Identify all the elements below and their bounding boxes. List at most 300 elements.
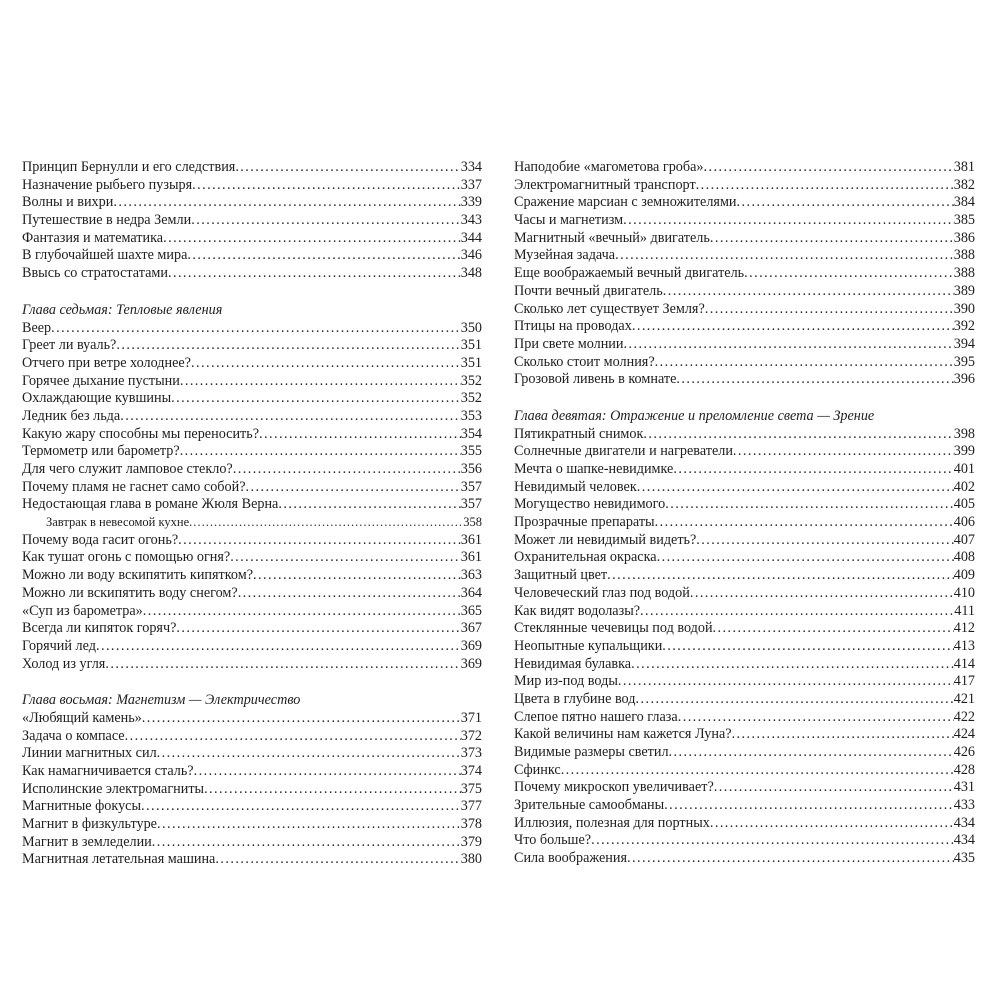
page-number: 424	[953, 726, 975, 743]
entry-title: Какой величины нам кажется Луна?	[514, 726, 732, 743]
toc-entry	[22, 549, 482, 567]
dot-leader	[180, 443, 461, 461]
entry-title: «Любящий камень»	[22, 709, 142, 726]
entry-title: Еще воображаемый вечный двигатель	[514, 265, 745, 282]
toc-entry	[514, 354, 975, 372]
dot-leader	[704, 159, 954, 177]
page-number: 371	[460, 709, 482, 726]
page-number: 396	[953, 371, 975, 388]
toc-subentry	[22, 514, 482, 532]
dot-leader	[705, 301, 954, 319]
page-number: 369	[460, 655, 482, 672]
dot-leader	[238, 585, 461, 603]
entry-title: Веер	[22, 319, 52, 336]
dot-leader	[655, 354, 954, 372]
entry-title: Часы и магнетизм	[514, 212, 624, 229]
entry-title: Всегда ли кипяток горяч?	[22, 620, 177, 637]
toc-entry	[22, 745, 482, 763]
entry-title: Человеческий глаз под водой	[514, 584, 690, 601]
toc-entry	[22, 496, 482, 514]
entry-title: Термометр или барометр?	[22, 443, 180, 460]
entry-title: Для чего служит ламповое стекло?	[22, 461, 233, 477]
toc-entry	[22, 656, 482, 674]
entry-title: Прозрачные препараты	[514, 514, 655, 531]
entry-title: Слепое пятно нашего глаза	[514, 708, 678, 725]
entry-title: Сколько лет существует Земля?	[514, 300, 705, 317]
entry-title: Линии магнитных сил	[22, 745, 157, 762]
entry-title: Магнит в земледелии	[22, 833, 152, 850]
toc-entry	[22, 834, 482, 852]
toc-entry	[514, 461, 975, 479]
toc-entry	[22, 408, 482, 426]
toc-entry	[514, 479, 975, 497]
page-number: 380	[460, 851, 482, 868]
dot-leader	[125, 728, 461, 746]
dot-leader	[96, 638, 461, 656]
toc-entry	[514, 265, 975, 283]
toc-entry	[22, 532, 482, 550]
dot-leader	[607, 567, 954, 585]
dot-leader	[713, 620, 954, 638]
dot-leader	[643, 426, 953, 444]
page-number: 392	[953, 318, 975, 335]
toc-entry	[22, 247, 482, 265]
dot-leader	[215, 851, 460, 869]
entry-title: Какую жару способны мы переносить?	[22, 425, 260, 442]
entry-title: Холод из угля	[22, 655, 106, 672]
page-number: 394	[953, 335, 975, 352]
toc-entry	[514, 549, 975, 567]
toc-entry	[514, 797, 975, 815]
dot-leader	[710, 815, 954, 833]
page-number: 353	[460, 407, 482, 424]
page-number: 361	[460, 549, 482, 566]
toc-entry	[22, 212, 482, 230]
toc-entry	[22, 320, 482, 338]
toc-entry	[514, 283, 975, 301]
dot-leader	[637, 479, 954, 497]
page-number: 343	[460, 212, 482, 229]
page-number: 384	[953, 194, 975, 211]
entry-title: Грозовой ливень в комнате	[514, 371, 677, 388]
dot-leader	[732, 726, 954, 744]
toc-entry	[514, 779, 975, 797]
chapter-heading: Глава девятая: Отражение и преломление света — Зрение	[514, 407, 875, 424]
page-number: 351	[460, 354, 482, 371]
page-number: 377	[460, 798, 482, 815]
page-number: 434	[953, 814, 975, 831]
dot-leader	[230, 549, 461, 567]
page-number: 399	[953, 443, 975, 460]
page-number: 339	[460, 194, 482, 211]
dot-leader	[623, 212, 954, 230]
page-number: 375	[460, 780, 482, 797]
page-number: 409	[953, 567, 975, 584]
dot-leader	[618, 673, 954, 691]
entry-title: Почему вода гасит огонь?	[22, 531, 179, 548]
entry-title: Могущество невидимого	[514, 496, 666, 513]
toc-entry	[22, 763, 482, 781]
page-number: 356	[460, 461, 482, 477]
page-number: 337	[460, 176, 482, 193]
dot-leader	[180, 373, 461, 391]
toc-entry	[22, 159, 482, 177]
entry-title: Почему пламя не гаснет само собой?	[22, 478, 246, 495]
entry-title: Магнитный «вечный» двигатель	[514, 229, 710, 246]
dot-leader	[168, 265, 461, 283]
entry-title: Иллюзия, полезная для портных	[514, 814, 710, 831]
entry-title: Можно ли воду вскипятить кипятком?	[22, 567, 254, 584]
dot-leader	[690, 585, 954, 603]
page-number: 431	[953, 779, 975, 796]
page-number: 350	[460, 319, 482, 336]
toc-entry	[514, 426, 975, 444]
entry-title: Наподобие «магометова гроба»	[514, 159, 704, 175]
dot-leader	[157, 816, 461, 834]
dot-leader	[669, 744, 954, 762]
page-number: 385	[953, 212, 975, 229]
page-number: 414	[953, 655, 975, 672]
dot-leader	[189, 514, 463, 532]
dot-leader	[171, 390, 461, 408]
dot-leader	[278, 496, 460, 514]
dot-leader	[194, 763, 461, 781]
page-number: 358	[463, 515, 482, 530]
page-number: 352	[460, 372, 482, 389]
toc-entry	[514, 177, 975, 195]
page-number: 388	[953, 247, 975, 264]
toc-entry	[514, 691, 975, 709]
entry-title: Магнитные фокусы	[22, 798, 141, 815]
toc-entry	[22, 851, 482, 869]
entry-title: В глубочайшей шахте мира	[22, 247, 188, 264]
page-number: 381	[953, 159, 975, 175]
page-number: 406	[953, 514, 975, 531]
entry-title: Завтрак в невесомой кухне	[46, 515, 190, 530]
entry-title: Может ли невидимый видеть?	[514, 531, 697, 548]
toc-entry	[22, 728, 482, 746]
dot-leader	[714, 779, 954, 797]
toc-entry	[22, 177, 482, 195]
toc-entry	[514, 159, 975, 177]
toc-entry	[514, 656, 975, 674]
dot-leader	[191, 212, 461, 230]
page-number: 363	[460, 567, 482, 584]
page-number: 346	[460, 247, 482, 264]
toc-entry	[22, 816, 482, 834]
page-number: 364	[460, 584, 482, 601]
toc-entry	[514, 532, 975, 550]
entry-title: Сила воображения	[514, 850, 628, 867]
entry-title: Греет ли вуаль?	[22, 337, 117, 354]
entry-title: Что больше?	[514, 832, 592, 849]
page-number: 367	[460, 620, 482, 637]
page-number: 426	[953, 744, 975, 760]
toc-entry	[22, 443, 482, 461]
dot-leader	[142, 710, 461, 728]
toc-entry	[514, 496, 975, 514]
dot-leader	[696, 532, 953, 550]
entry-title: Горячее дыхание пустыни	[22, 372, 180, 389]
entry-title: Ледник без льда	[22, 407, 121, 424]
page-number: 398	[953, 425, 975, 442]
dot-leader	[152, 834, 461, 852]
toc-right-column	[514, 159, 975, 868]
page-number: 407	[953, 531, 975, 548]
dot-leader	[105, 656, 460, 674]
toc-entry	[514, 212, 975, 230]
dot-leader	[631, 656, 954, 674]
dot-leader	[665, 496, 954, 514]
dot-leader	[664, 797, 954, 815]
entry-title: Пятикратный снимок	[514, 425, 644, 442]
toc-entry	[22, 461, 482, 479]
toc-entry	[514, 726, 975, 744]
dot-leader	[640, 603, 954, 621]
entry-title: Как тушат огонь с помощью огня?	[22, 549, 231, 566]
entry-title: Стеклянные чечевицы под водой	[514, 620, 713, 637]
page-number: 405	[953, 496, 975, 513]
entry-title: Мечта о шапке-невидимке	[514, 461, 674, 477]
page-number: 411	[954, 602, 975, 619]
page-number: 421	[953, 690, 975, 707]
dot-leader	[204, 781, 461, 799]
toc-entry	[22, 585, 482, 603]
dot-leader	[157, 745, 461, 763]
dot-leader	[191, 355, 461, 373]
dot-leader	[744, 265, 954, 283]
entry-title: Волны и вихри	[22, 194, 114, 211]
toc-entry	[22, 567, 482, 585]
dot-leader	[676, 371, 953, 389]
toc-entry	[514, 301, 975, 319]
page-number: 374	[460, 763, 482, 779]
entry-title: Неопытные купальщики	[514, 637, 663, 654]
dot-leader	[163, 230, 461, 248]
entry-title: Мир из-под воды	[514, 673, 618, 690]
entry-title: Солнечные двигатели и нагреватели	[514, 443, 733, 460]
toc-entry	[514, 673, 975, 691]
page-number: 365	[460, 602, 482, 619]
dot-leader	[623, 336, 953, 354]
toc-entry	[22, 710, 482, 728]
page-number: 435	[953, 850, 975, 867]
dot-leader	[259, 426, 461, 444]
page-number: 379	[460, 833, 482, 850]
entry-title: Магнит в физкультуре	[22, 816, 157, 833]
toc-entry	[514, 247, 975, 265]
dot-leader	[710, 230, 954, 248]
toc-entry	[514, 336, 975, 354]
page-number: 344	[460, 229, 482, 246]
entry-title: Путешествие в недра Земли	[22, 212, 192, 229]
page-number: 352	[460, 390, 482, 407]
toc-entry	[514, 832, 975, 850]
page-number: 402	[953, 478, 975, 495]
toc-entry	[514, 620, 975, 638]
dot-leader	[235, 159, 460, 177]
page-number: 334	[460, 159, 482, 175]
page-number: 386	[953, 229, 975, 246]
entry-title: Отчего при ветре холоднее?	[22, 354, 191, 371]
toc-entry	[22, 638, 482, 656]
dot-leader	[591, 832, 954, 850]
page-number: 412	[953, 620, 975, 637]
dot-leader	[253, 567, 461, 585]
toc-entry	[22, 230, 482, 248]
page-number: 357	[460, 478, 482, 495]
page-number: 401	[953, 461, 975, 477]
page-number: 351	[460, 337, 482, 354]
toc-entry	[514, 850, 975, 868]
toc-entry	[514, 603, 975, 621]
entry-title: Сражение марсиан с земножителями	[514, 194, 737, 211]
dot-leader	[615, 247, 954, 265]
page-number: 378	[460, 816, 482, 833]
toc-entry	[22, 426, 482, 444]
page-number: 413	[953, 637, 975, 654]
toc-entry	[514, 194, 975, 212]
toc-entry	[22, 373, 482, 391]
page-number: 372	[460, 727, 482, 744]
entry-title: Сколько стоит молния?	[514, 353, 655, 370]
dot-leader	[51, 320, 461, 338]
page-number: 434	[953, 832, 975, 849]
chapter-heading: Глава восьмая: Магнетизм — Электричество	[22, 692, 301, 709]
dot-leader	[233, 461, 461, 479]
toc-entry	[22, 390, 482, 408]
entry-title: Назначение рыбьего пузыря	[22, 176, 193, 193]
toc-entry	[514, 815, 975, 833]
entry-title: Магнитная летательная машина	[22, 851, 216, 868]
page-number: 354	[460, 425, 482, 442]
page-number: 389	[953, 282, 975, 299]
dot-leader	[113, 194, 460, 212]
page-number: 357	[460, 496, 482, 513]
toc-entry	[22, 781, 482, 799]
entry-title: Сфинкс	[514, 761, 561, 778]
page-number: 348	[460, 265, 482, 282]
dot-leader	[696, 177, 954, 195]
dot-leader	[673, 461, 953, 479]
entry-title: Недостающая глава в романе Жюля Верна	[22, 496, 279, 513]
dot-leader	[143, 603, 461, 621]
dot-leader	[733, 443, 954, 461]
entry-title: Задача о компасе	[22, 727, 125, 744]
dot-leader	[246, 479, 461, 497]
dot-leader	[632, 318, 954, 336]
dot-leader	[678, 709, 954, 727]
dot-leader	[176, 620, 460, 638]
entry-title: «Суп из барометра»	[22, 602, 143, 619]
toc-entry	[514, 744, 975, 762]
entry-title: Охлаждающие кувшины	[22, 390, 172, 407]
toc-entry	[514, 371, 975, 389]
dot-leader	[192, 177, 461, 195]
toc-entry	[514, 443, 975, 461]
entry-title: Исполинские электромагниты	[22, 780, 205, 797]
page-number: 417	[953, 673, 975, 690]
page-number: 369	[460, 637, 482, 654]
toc-entry	[514, 567, 975, 585]
entry-title: Музейная задача	[514, 247, 616, 264]
entry-title: Как видят водолазы?	[514, 602, 641, 619]
entry-title: Принцип Бернулли и его следствия	[22, 159, 236, 175]
dot-leader	[627, 850, 954, 868]
entry-title: Невидимый человек	[514, 478, 637, 495]
toc-entry	[22, 194, 482, 212]
toc-entry	[514, 762, 975, 780]
toc-entry	[22, 798, 482, 816]
page-number: 433	[953, 797, 975, 814]
toc-entry	[514, 318, 975, 336]
chapter-heading: Глава седьмая: Тепловые явления	[22, 301, 223, 318]
toc-entry	[22, 479, 482, 497]
entry-title: При свете молнии	[514, 335, 624, 352]
toc-entry	[514, 638, 975, 656]
entry-title: Невидимая булавка	[514, 655, 632, 672]
dot-leader	[662, 638, 953, 656]
toc-entry	[22, 265, 482, 283]
dot-leader	[663, 283, 954, 301]
entry-title: Почему микроскоп увеличивает?	[514, 779, 714, 796]
page-number: 422	[953, 708, 975, 725]
page-number: 388	[953, 265, 975, 282]
page-number: 355	[460, 443, 482, 460]
page-number: 373	[460, 745, 482, 762]
dot-leader	[116, 337, 460, 355]
entry-title: Защитный цвет	[514, 567, 608, 584]
toc-entry	[514, 230, 975, 248]
dot-leader	[657, 549, 954, 567]
page-number: 428	[953, 761, 975, 778]
toc-entry	[514, 709, 975, 727]
page-number: 390	[953, 300, 975, 317]
entry-title: Почти вечный двигатель	[514, 282, 663, 299]
dot-leader	[635, 691, 953, 709]
toc-entry	[22, 603, 482, 621]
dot-leader	[141, 798, 461, 816]
page-number: 410	[953, 584, 975, 601]
entry-title: Зрительные самообманы	[514, 797, 665, 814]
entry-title: Как намагничивается сталь?	[22, 763, 194, 779]
dot-leader	[187, 247, 460, 265]
page-number: 382	[953, 176, 975, 193]
dot-leader	[737, 194, 954, 212]
toc-entry	[514, 585, 975, 603]
toc-left-column	[22, 159, 482, 869]
toc-entry	[22, 355, 482, 373]
page-number: 361	[460, 531, 482, 548]
entry-title: Видимые размеры светил	[514, 744, 669, 760]
entry-title: Можно ли вскипятить воду снегом?	[22, 584, 238, 601]
toc-entry	[22, 620, 482, 638]
toc-entry	[514, 514, 975, 532]
toc-entry	[22, 337, 482, 355]
dot-leader	[178, 532, 461, 550]
entry-title: Ввысь со стратостатами	[22, 265, 168, 282]
entry-title: Птицы на проводах	[514, 318, 632, 335]
entry-title: Фантазия и математика	[22, 229, 164, 246]
entry-title: Электромагнитный транспорт	[514, 176, 696, 193]
dot-leader	[561, 762, 954, 780]
page-number: 395	[953, 353, 975, 370]
dot-leader	[120, 408, 461, 426]
entry-title: Горячий лед	[22, 637, 96, 654]
entry-title: Охранительная окраска	[514, 549, 657, 566]
page-number: 408	[953, 549, 975, 566]
entry-title: Цвета в глубине вод	[514, 690, 636, 707]
